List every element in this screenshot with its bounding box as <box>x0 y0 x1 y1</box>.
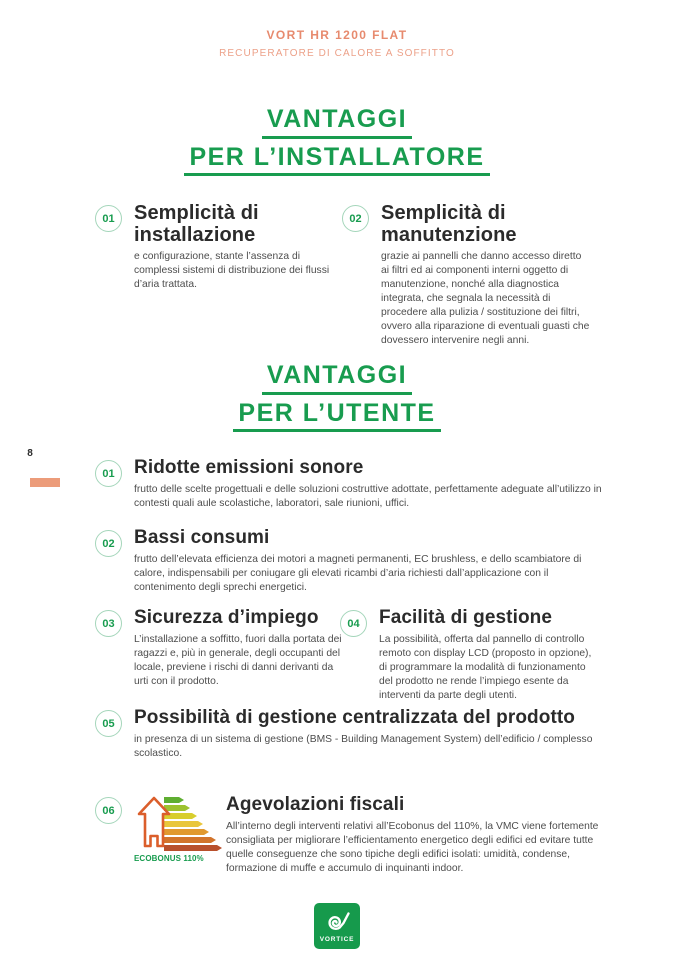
user-item-4 <box>340 608 595 703</box>
item-title: Sicurezza d’impiego <box>134 607 319 628</box>
item-body: frutto dell’elevata efficienza dei motori a magneti permanenti, EC brushless, e dello scambiatore di calore, indispensabili per coniugare gli elevati ricambi d’aria richiesti dall’applicazione con il contenimento degli sprechi energetici. <box>134 553 582 593</box>
item-number-badge: 02 <box>342 205 369 232</box>
section-title-line: PER L’INSTALLATORE <box>184 144 489 177</box>
page-margin-marker <box>0 448 70 487</box>
item-number-badge: 02 <box>95 530 122 557</box>
item-body: e configurazione, stante l’assenza di complessi sistemi di distribuzione dei flussi d’aria trattata. <box>134 251 330 291</box>
item-number-badge: 04 <box>340 610 367 637</box>
user-item-3 <box>95 608 343 689</box>
item-number-badge: 06 <box>95 797 122 824</box>
item-title: Bassi consumi <box>134 527 270 548</box>
item-number-badge: 05 <box>95 710 122 737</box>
user-item-2 <box>95 528 605 595</box>
item-body: frutto delle scelte progettuali e delle soluzioni costruttive adottate, perfettamente adeguate all’utilizzo in contesti quali aule scolastiche, laboratori, sale riunioni, uffici. <box>134 483 602 509</box>
energy-class-bars <box>164 797 222 851</box>
item-title: Ridotte emissioni sonore <box>134 457 364 478</box>
energy-class-bar <box>164 845 222 851</box>
vortice-logo <box>314 903 360 949</box>
installer-item-1 <box>95 203 335 292</box>
vortice-spiral-icon <box>323 911 351 935</box>
item-body: La possibilità, offerta dal pannello di controllo remoto con display LCD (proposto in opzione), di programmare la modalità di funzionamento del prodotto ne rende l’impiego esente da interventi da parte degli utenti. <box>379 633 592 701</box>
section-title-line: VANTAGGI <box>262 362 412 395</box>
item-title: Semplicità di installazione <box>134 202 259 246</box>
energy-house-icon <box>134 795 172 851</box>
section-title-installer <box>0 106 674 181</box>
item-title: Facilità di gestione <box>379 607 553 628</box>
section-title-line: PER L’UTENTE <box>233 400 440 433</box>
page-number: 8 <box>27 448 33 459</box>
product-title: VORT HR 1200 FLAT <box>266 28 408 42</box>
item-title: Agevolazioni fiscali <box>226 794 405 815</box>
product-subtitle: RECUPERATORE DI CALORE A SOFFITTO <box>219 48 455 59</box>
vortice-logo-text: VORTICE <box>319 936 355 943</box>
item-number-badge: 01 <box>95 205 122 232</box>
user-item-6 <box>95 795 610 876</box>
item-body: All’interno degli interventi relativi all’Ecobonus del 110%, la VMC viene fortemente consigliata per migliorare l’efficientamento energetico degli edifici ed evitare tutte quelle conseguenze che sono tipiche degli edifici isolati: umidità, condense, formazione di muffe e accumulo di inquinanti indoor. <box>226 820 599 874</box>
ecobonus-label: ECOBONUS 110% <box>134 854 204 863</box>
section-title-user <box>0 362 674 437</box>
item-number-badge: 01 <box>95 460 122 487</box>
item-body: L’installazione a soffitto, fuori dalla portata dei ragazzi e, più in generale, degli occupanti del locale, previene i rischi di danni derivanti da urti con il prodotto. <box>134 633 342 687</box>
installer-item-2 <box>342 203 592 348</box>
section-title-line: VANTAGGI <box>262 106 412 139</box>
user-item-5 <box>95 708 605 761</box>
ecobonus-110-icon <box>134 795 216 863</box>
item-title: Semplicità di manutenzione <box>381 202 517 246</box>
document-header <box>0 28 674 59</box>
item-body: in presenza di un sistema di gestione (BMS - Building Management System) dell’edificio / complesso scolastico. <box>134 733 593 759</box>
item-body: grazie ai pannelli che danno accesso diretto ai filtri ed ai componenti interni oggetto di manutenzione, nonché alla diagnostica integrata, che segnala la necessità di procedere alla pulizia / sostituzione dei filtri, ovvero alla riparazione di eventuali guasti che dovessero intervenire negli anni. <box>381 251 590 347</box>
user-item-1 <box>95 458 605 511</box>
item-number-badge: 03 <box>95 610 122 637</box>
margin-accent-bar <box>30 478 60 487</box>
item-title: Possibilità di gestione centralizzata del prodotto <box>134 707 576 728</box>
